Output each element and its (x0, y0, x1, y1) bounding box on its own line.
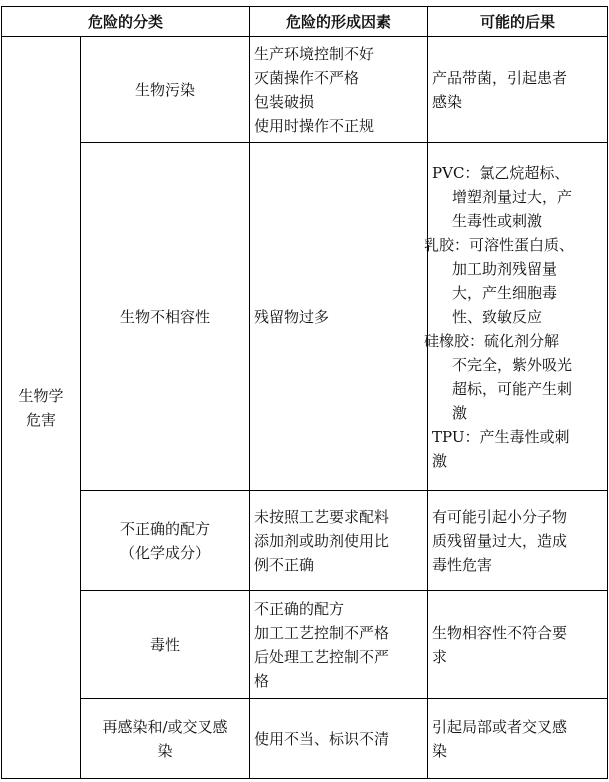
consequence-line: 生物相容性不符合要 (432, 623, 568, 642)
consequence-line: 大，产生细胞毒 (452, 283, 558, 302)
hazard-table (1, 6, 608, 779)
consequence-item-pvc (428, 161, 603, 233)
cause-line: 不正确的配方 (254, 599, 345, 618)
subcategory-text: 生物不相容性 (120, 307, 211, 326)
consequence-line: 生毒性或刺激 (452, 211, 543, 230)
consequence-line: 增塑剂量过大，产 (452, 187, 573, 206)
cause-line: 包装破损 (254, 92, 315, 111)
consequence-line: 质残留量过大，造成 (432, 531, 568, 550)
table-row (2, 37, 608, 143)
consequence-line: 产品带菌，引起患者 (432, 68, 568, 87)
cause-cell (250, 491, 428, 591)
consequence-line: 硅橡胶：硫化剂分解 (424, 331, 560, 350)
consequence-line: 求 (432, 647, 448, 666)
header-row (2, 7, 608, 37)
cause-cell (250, 143, 428, 491)
category-cell (2, 37, 81, 779)
consequence-cell (428, 37, 608, 143)
consequence-item-latex (424, 233, 603, 329)
consequence-cell (428, 491, 608, 591)
subcategory-text: 再感染和/或交叉感 (102, 717, 228, 736)
table-row (2, 699, 608, 779)
consequence-line: TPU：产生毒性或刺 (432, 427, 570, 446)
table-row (2, 591, 608, 699)
cause-line: 格 (254, 671, 270, 690)
subcategory-text: （化学成分） (120, 543, 211, 562)
cause-line: 使用不当、标识不清 (254, 729, 390, 748)
cause-line: 生产环境控制不好 (254, 44, 375, 63)
cause-line: 未按照工艺要求配料 (254, 507, 390, 526)
table-row (2, 143, 608, 491)
consequence-line: 感染 (432, 92, 463, 111)
consequence-line: 激 (452, 403, 468, 422)
subcategory-cell (81, 37, 250, 143)
consequence-item-silicone (424, 329, 603, 425)
consequence-cell (428, 591, 608, 699)
category-line: 危害 (25, 410, 56, 429)
consequence-line: 加工助剂残留量 (452, 259, 558, 278)
cause-line: 残留物过多 (254, 307, 330, 326)
cause-line: 加工工艺控制不严格 (254, 623, 390, 642)
consequence-line: 有可能引起小分子物 (432, 507, 568, 526)
subcategory-text: 毒性 (150, 635, 181, 654)
table-row (2, 491, 608, 591)
consequence-line: 引起局部或者交叉感 (432, 717, 568, 736)
consequence-line: 超标，可能产生刺 (452, 379, 573, 398)
subcategory-text: 染 (157, 741, 173, 760)
cause-line: 例不正确 (254, 555, 315, 574)
subcategory-text: 不正确的配方 (120, 519, 211, 538)
cause-line: 灭菌操作不严格 (254, 68, 360, 87)
subcategory-cell (81, 699, 250, 779)
cause-cell (250, 699, 428, 779)
subcategory-cell (81, 143, 250, 491)
consequence-line: 激 (432, 451, 448, 470)
consequence-line: 乳胶：可溶性蛋白质、 (424, 235, 575, 254)
header-cause: 危险的形成因素 (250, 7, 428, 37)
header-category: 危险的分类 (2, 7, 250, 37)
cause-line: 添加剂或助剂使用比 (254, 531, 390, 550)
consequence-line: 不完全，紫外吸光 (452, 355, 573, 374)
cause-line: 使用时操作不正规 (254, 116, 375, 135)
consequence-line: 毒性危害 (432, 555, 493, 574)
cause-cell (250, 591, 428, 699)
cause-line: 后处理工艺控制不严 (254, 647, 390, 666)
cause-cell (250, 37, 428, 143)
consequence-line: 染 (432, 741, 448, 760)
subcategory-cell (81, 491, 250, 591)
category-line: 生物学 (18, 386, 64, 405)
consequence-line: 性、致敏反应 (452, 307, 543, 326)
header-consequence: 可能的后果 (428, 7, 608, 37)
consequence-cell (428, 699, 608, 779)
consequence-line: PVC：氯乙烷超标、 (432, 163, 570, 182)
consequence-cell (424, 143, 608, 491)
subcategory-text: 生物污染 (135, 80, 196, 99)
subcategory-cell (81, 591, 250, 699)
consequence-item-tpu (428, 425, 603, 473)
